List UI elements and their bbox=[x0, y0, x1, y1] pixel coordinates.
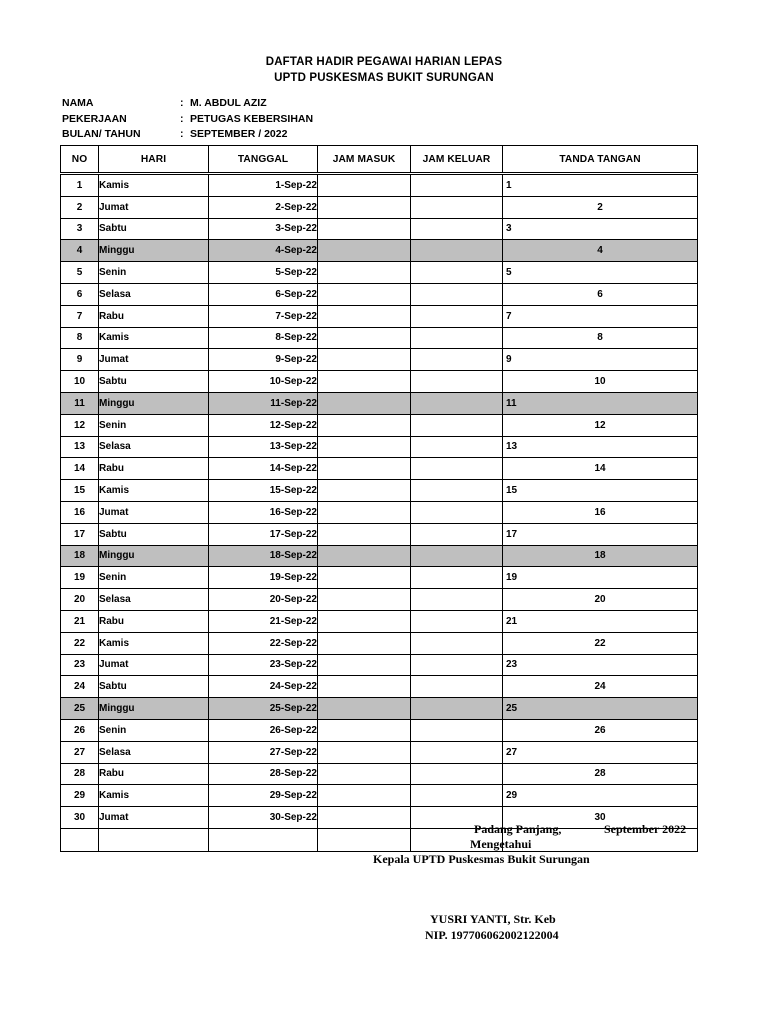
meta-value-nama: M. ABDUL AZIZ bbox=[190, 97, 267, 109]
cell-jam-masuk[interactable] bbox=[318, 719, 411, 741]
cell-no: 2 bbox=[61, 196, 99, 218]
table-row bbox=[61, 240, 698, 262]
cell-jam-masuk[interactable] bbox=[318, 371, 411, 393]
cell-no: 29 bbox=[61, 785, 99, 807]
cell-no: 22 bbox=[61, 632, 99, 654]
cell-jam-keluar[interactable] bbox=[411, 545, 503, 567]
cell-tanggal: 17-Sep-22 bbox=[209, 523, 318, 545]
cell-hari: Selasa bbox=[99, 283, 209, 305]
table-row bbox=[61, 349, 698, 371]
cell-tanda-tangan: 6 bbox=[503, 283, 698, 305]
table-row bbox=[61, 327, 698, 349]
cell-tanggal: 28-Sep-22 bbox=[209, 763, 318, 785]
table-row bbox=[61, 763, 698, 785]
cell-jam-keluar[interactable] bbox=[411, 458, 503, 480]
cell-hari: Kamis bbox=[99, 785, 209, 807]
cell-no: 27 bbox=[61, 741, 99, 763]
footer-signer-name: YUSRI YANTI, Str. Keb bbox=[430, 912, 556, 926]
cell-no: 15 bbox=[61, 480, 99, 502]
employee-meta-block bbox=[62, 97, 313, 144]
cell-jam-keluar[interactable] bbox=[411, 349, 503, 371]
meta-value-bulan-tahun: SEPTEMBER / 2022 bbox=[190, 128, 288, 140]
cell-jam-masuk[interactable] bbox=[318, 458, 411, 480]
cell-tanggal: 1-Sep-22 bbox=[209, 174, 318, 197]
meta-row-pekerjaan bbox=[62, 113, 313, 129]
table-row bbox=[61, 218, 698, 240]
cell-jam-masuk[interactable] bbox=[318, 240, 411, 262]
attendance-table-body bbox=[61, 174, 698, 852]
table-row bbox=[61, 545, 698, 567]
cell-jam-masuk[interactable] bbox=[318, 676, 411, 698]
cell-tanda-tangan: 24 bbox=[503, 676, 698, 698]
cell-tanda-tangan: 28 bbox=[503, 763, 698, 785]
cell-no bbox=[61, 828, 99, 851]
table-row bbox=[61, 807, 698, 829]
cell-tanggal: 18-Sep-22 bbox=[209, 545, 318, 567]
cell-hari: Jumat bbox=[99, 807, 209, 829]
cell-tanggal: 6-Sep-22 bbox=[209, 283, 318, 305]
cell-jam-masuk[interactable] bbox=[318, 218, 411, 240]
table-row bbox=[61, 480, 698, 502]
cell-jam-masuk[interactable] bbox=[318, 436, 411, 458]
cell-tanggal: 10-Sep-22 bbox=[209, 371, 318, 393]
column-header-tanda-tangan: TANDA TANGAN bbox=[503, 146, 698, 174]
cell-hari: Kamis bbox=[99, 632, 209, 654]
meta-colon-bulan-tahun: : bbox=[180, 128, 184, 140]
cell-jam-masuk[interactable] bbox=[318, 305, 411, 327]
cell-jam-keluar[interactable] bbox=[411, 414, 503, 436]
cell-tanggal: 29-Sep-22 bbox=[209, 785, 318, 807]
meta-row-bulan-tahun bbox=[62, 128, 313, 144]
footer-place: Padang Panjang, bbox=[474, 822, 562, 836]
cell-hari: Minggu bbox=[99, 545, 209, 567]
cell-jam-keluar[interactable] bbox=[411, 589, 503, 611]
cell-jam-keluar[interactable] bbox=[411, 763, 503, 785]
cell-no: 21 bbox=[61, 610, 99, 632]
cell-tanda-tangan: 21 bbox=[503, 610, 698, 632]
cell-jam-masuk[interactable] bbox=[318, 392, 411, 414]
cell-jam-masuk[interactable] bbox=[318, 807, 411, 829]
column-header-jam-keluar: JAM KELUAR bbox=[411, 146, 503, 174]
cell-no: 20 bbox=[61, 589, 99, 611]
column-header-hari: HARI bbox=[99, 146, 209, 174]
cell-no: 6 bbox=[61, 283, 99, 305]
cell-jam-masuk[interactable] bbox=[318, 654, 411, 676]
table-row bbox=[61, 371, 698, 393]
cell-hari: Senin bbox=[99, 719, 209, 741]
cell-jam-masuk[interactable] bbox=[318, 741, 411, 763]
cell-no: 17 bbox=[61, 523, 99, 545]
meta-row-nama bbox=[62, 97, 313, 113]
cell-tanda-tangan: 22 bbox=[503, 632, 698, 654]
meta-colon-pekerjaan: : bbox=[180, 112, 184, 125]
cell-tanggal: 23-Sep-22 bbox=[209, 654, 318, 676]
cell-jam-keluar[interactable] bbox=[411, 371, 503, 393]
cell-jam-masuk[interactable] bbox=[318, 262, 411, 284]
cell-tanggal: 27-Sep-22 bbox=[209, 741, 318, 763]
table-row bbox=[61, 283, 698, 305]
table-row bbox=[61, 392, 698, 414]
cell-tanda-tangan: 30 bbox=[503, 807, 698, 829]
cell-no: 14 bbox=[61, 458, 99, 480]
table-row bbox=[61, 262, 698, 284]
cell-jam-masuk[interactable] bbox=[318, 480, 411, 502]
cell-no: 12 bbox=[61, 414, 99, 436]
table-blank-row bbox=[61, 828, 698, 851]
cell-tanggal: 19-Sep-22 bbox=[209, 567, 318, 589]
cell-jam-masuk[interactable] bbox=[318, 589, 411, 611]
meta-colon-nama: : bbox=[180, 97, 184, 109]
cell-hari: Selasa bbox=[99, 436, 209, 458]
cell-no: 25 bbox=[61, 698, 99, 720]
cell-jam-keluar[interactable] bbox=[411, 480, 503, 502]
cell-jam-keluar[interactable] bbox=[411, 741, 503, 763]
cell-hari: Sabtu bbox=[99, 371, 209, 393]
cell-no: 5 bbox=[61, 262, 99, 284]
cell-jam-keluar[interactable] bbox=[411, 610, 503, 632]
cell-jam-keluar[interactable] bbox=[411, 698, 503, 720]
cell-jam-masuk[interactable] bbox=[318, 828, 411, 851]
cell-no: 26 bbox=[61, 719, 99, 741]
cell-no: 16 bbox=[61, 501, 99, 523]
cell-tanggal: 14-Sep-22 bbox=[209, 458, 318, 480]
column-header-no: NO bbox=[61, 146, 99, 174]
table-row bbox=[61, 196, 698, 218]
table-row bbox=[61, 698, 698, 720]
cell-tanggal: 9-Sep-22 bbox=[209, 349, 318, 371]
cell-jam-masuk[interactable] bbox=[318, 785, 411, 807]
meta-label-nama: NAMA bbox=[62, 97, 94, 109]
cell-hari: Senin bbox=[99, 414, 209, 436]
cell-tanggal: 30-Sep-22 bbox=[209, 807, 318, 829]
cell-tanggal: 4-Sep-22 bbox=[209, 240, 318, 262]
cell-tanggal: 13-Sep-22 bbox=[209, 436, 318, 458]
table-row bbox=[61, 305, 698, 327]
cell-hari: Minggu bbox=[99, 240, 209, 262]
footer-head-title: Kepala UPTD Puskesmas Bukit Surungan bbox=[373, 852, 590, 866]
cell-tanda-tangan: 23 bbox=[503, 654, 698, 676]
cell-jam-keluar[interactable] bbox=[411, 305, 503, 327]
column-header-jam-masuk: JAM MASUK bbox=[318, 146, 411, 174]
cell-hari: Jumat bbox=[99, 654, 209, 676]
table-row bbox=[61, 589, 698, 611]
cell-hari: Senin bbox=[99, 262, 209, 284]
cell-jam-keluar[interactable] bbox=[411, 174, 503, 197]
footer-date: September 2022 bbox=[604, 822, 687, 836]
cell-no: 8 bbox=[61, 327, 99, 349]
cell-tanda-tangan: 11 bbox=[503, 392, 698, 414]
meta-label-bulan-tahun: BULAN/ TAHUN bbox=[62, 128, 141, 140]
cell-tanda-tangan: 4 bbox=[503, 240, 698, 262]
cell-tanggal: 7-Sep-22 bbox=[209, 305, 318, 327]
cell-tanda-tangan: 16 bbox=[503, 501, 698, 523]
cell-hari: Senin bbox=[99, 567, 209, 589]
cell-jam-keluar[interactable] bbox=[411, 654, 503, 676]
cell-tanggal: 5-Sep-22 bbox=[209, 262, 318, 284]
cell-tanda-tangan: 7 bbox=[503, 305, 698, 327]
table-row bbox=[61, 632, 698, 654]
cell-jam-keluar[interactable] bbox=[411, 719, 503, 741]
cell-hari: Jumat bbox=[99, 196, 209, 218]
cell-tanda-tangan: 12 bbox=[503, 414, 698, 436]
cell-tanda-tangan: 3 bbox=[503, 218, 698, 240]
cell-tanda-tangan: 10 bbox=[503, 371, 698, 393]
table-row bbox=[61, 741, 698, 763]
cell-tanda-tangan: 20 bbox=[503, 589, 698, 611]
cell-tanda-tangan: 26 bbox=[503, 719, 698, 741]
cell-jam-keluar[interactable] bbox=[411, 196, 503, 218]
cell-hari bbox=[99, 828, 209, 851]
cell-tanggal: 20-Sep-22 bbox=[209, 589, 318, 611]
cell-tanggal: 12-Sep-22 bbox=[209, 414, 318, 436]
table-row bbox=[61, 414, 698, 436]
cell-jam-masuk[interactable] bbox=[318, 501, 411, 523]
cell-tanda-tangan: 14 bbox=[503, 458, 698, 480]
cell-no: 13 bbox=[61, 436, 99, 458]
cell-no: 18 bbox=[61, 545, 99, 567]
cell-tanggal: 15-Sep-22 bbox=[209, 480, 318, 502]
table-row bbox=[61, 567, 698, 589]
cell-tanggal: 2-Sep-22 bbox=[209, 196, 318, 218]
document-title-line-2: UPTD PUSKESMAS BUKIT SURUNGAN bbox=[274, 72, 494, 84]
cell-tanggal bbox=[209, 828, 318, 851]
cell-hari: Minggu bbox=[99, 698, 209, 720]
cell-jam-keluar[interactable] bbox=[411, 676, 503, 698]
cell-tanda-tangan: 9 bbox=[503, 349, 698, 371]
cell-jam-masuk[interactable] bbox=[318, 698, 411, 720]
cell-jam-keluar[interactable] bbox=[411, 218, 503, 240]
cell-tanda-tangan: 8 bbox=[503, 327, 698, 349]
cell-no: 11 bbox=[61, 392, 99, 414]
cell-no: 19 bbox=[61, 567, 99, 589]
cell-hari: Selasa bbox=[99, 589, 209, 611]
cell-hari: Rabu bbox=[99, 610, 209, 632]
cell-jam-keluar[interactable] bbox=[411, 523, 503, 545]
table-row bbox=[61, 719, 698, 741]
cell-tanda-tangan: 15 bbox=[503, 480, 698, 502]
attendance-table bbox=[60, 145, 698, 852]
cell-tanggal: 16-Sep-22 bbox=[209, 501, 318, 523]
cell-no: 9 bbox=[61, 349, 99, 371]
cell-no: 7 bbox=[61, 305, 99, 327]
cell-jam-keluar[interactable] bbox=[411, 785, 503, 807]
cell-hari: Rabu bbox=[99, 763, 209, 785]
cell-jam-masuk[interactable] bbox=[318, 174, 411, 197]
cell-no: 24 bbox=[61, 676, 99, 698]
cell-no: 30 bbox=[61, 807, 99, 829]
table-row bbox=[61, 501, 698, 523]
cell-no: 1 bbox=[61, 174, 99, 197]
cell-jam-keluar[interactable] bbox=[411, 392, 503, 414]
cell-tanggal: 25-Sep-22 bbox=[209, 698, 318, 720]
column-header-tanggal: TANGGAL bbox=[209, 146, 318, 174]
cell-jam-keluar[interactable] bbox=[411, 262, 503, 284]
footer-knowing: Mengetahui bbox=[470, 837, 532, 851]
cell-hari: Sabtu bbox=[99, 676, 209, 698]
table-row bbox=[61, 458, 698, 480]
cell-jam-masuk[interactable] bbox=[318, 632, 411, 654]
cell-jam-masuk[interactable] bbox=[318, 327, 411, 349]
cell-tanggal: 22-Sep-22 bbox=[209, 632, 318, 654]
cell-hari: Kamis bbox=[99, 174, 209, 197]
cell-no: 4 bbox=[61, 240, 99, 262]
cell-tanda-tangan: 5 bbox=[503, 262, 698, 284]
cell-hari: Minggu bbox=[99, 392, 209, 414]
cell-no: 23 bbox=[61, 654, 99, 676]
cell-hari: Sabtu bbox=[99, 523, 209, 545]
cell-tanda-tangan: 25 bbox=[503, 698, 698, 720]
table-row bbox=[61, 610, 698, 632]
cell-jam-masuk[interactable] bbox=[318, 545, 411, 567]
cell-jam-keluar[interactable] bbox=[411, 632, 503, 654]
table-header-row bbox=[61, 146, 698, 174]
cell-tanggal: 3-Sep-22 bbox=[209, 218, 318, 240]
cell-jam-masuk[interactable] bbox=[318, 283, 411, 305]
table-row bbox=[61, 676, 698, 698]
cell-no: 10 bbox=[61, 371, 99, 393]
table-row bbox=[61, 436, 698, 458]
cell-jam-keluar[interactable] bbox=[411, 567, 503, 589]
cell-jam-masuk[interactable] bbox=[318, 523, 411, 545]
cell-tanggal: 24-Sep-22 bbox=[209, 676, 318, 698]
cell-jam-masuk[interactable] bbox=[318, 414, 411, 436]
footer-signer-nip: NIP. 197706062002122004 bbox=[425, 928, 559, 942]
table-row bbox=[61, 523, 698, 545]
cell-hari: Kamis bbox=[99, 327, 209, 349]
cell-tanda-tangan: 19 bbox=[503, 567, 698, 589]
cell-hari: Rabu bbox=[99, 305, 209, 327]
cell-jam-masuk[interactable] bbox=[318, 763, 411, 785]
cell-tanda-tangan: 2 bbox=[503, 196, 698, 218]
cell-tanda-tangan: 27 bbox=[503, 741, 698, 763]
cell-no: 3 bbox=[61, 218, 99, 240]
cell-hari: Kamis bbox=[99, 480, 209, 502]
cell-tanda-tangan: 17 bbox=[503, 523, 698, 545]
cell-tanggal: 26-Sep-22 bbox=[209, 719, 318, 741]
document-title-line-1: DAFTAR HADIR PEGAWAI HARIAN LEPAS bbox=[265, 56, 503, 68]
cell-hari: Sabtu bbox=[99, 218, 209, 240]
table-row bbox=[61, 785, 698, 807]
cell-jam-keluar[interactable] bbox=[411, 501, 503, 523]
cell-tanggal: 8-Sep-22 bbox=[209, 327, 318, 349]
cell-tanggal: 21-Sep-22 bbox=[209, 610, 318, 632]
cell-tanda-tangan: 29 bbox=[503, 785, 698, 807]
cell-jam-masuk[interactable] bbox=[318, 349, 411, 371]
cell-jam-keluar[interactable] bbox=[411, 327, 503, 349]
meta-value-pekerjaan: PETUGAS KEBERSIHAN bbox=[190, 112, 314, 125]
cell-tanggal: 11-Sep-22 bbox=[209, 392, 318, 414]
cell-jam-keluar[interactable] bbox=[411, 240, 503, 262]
cell-tanda-tangan: 18 bbox=[503, 545, 698, 567]
cell-hari: Jumat bbox=[99, 501, 209, 523]
cell-hari: Jumat bbox=[99, 349, 209, 371]
cell-jam-keluar[interactable] bbox=[411, 436, 503, 458]
cell-tanda-tangan: 1 bbox=[503, 174, 698, 197]
cell-jam-masuk[interactable] bbox=[318, 610, 411, 632]
cell-hari: Rabu bbox=[99, 458, 209, 480]
document-title-block bbox=[0, 54, 768, 86]
cell-tanda-tangan: 13 bbox=[503, 436, 698, 458]
cell-hari: Selasa bbox=[99, 741, 209, 763]
cell-no: 28 bbox=[61, 763, 99, 785]
cell-jam-keluar[interactable] bbox=[411, 283, 503, 305]
cell-jam-masuk[interactable] bbox=[318, 196, 411, 218]
cell-jam-masuk[interactable] bbox=[318, 567, 411, 589]
meta-label-pekerjaan: PEKERJAAN bbox=[62, 112, 127, 125]
table-row bbox=[61, 654, 698, 676]
table-row bbox=[61, 174, 698, 197]
